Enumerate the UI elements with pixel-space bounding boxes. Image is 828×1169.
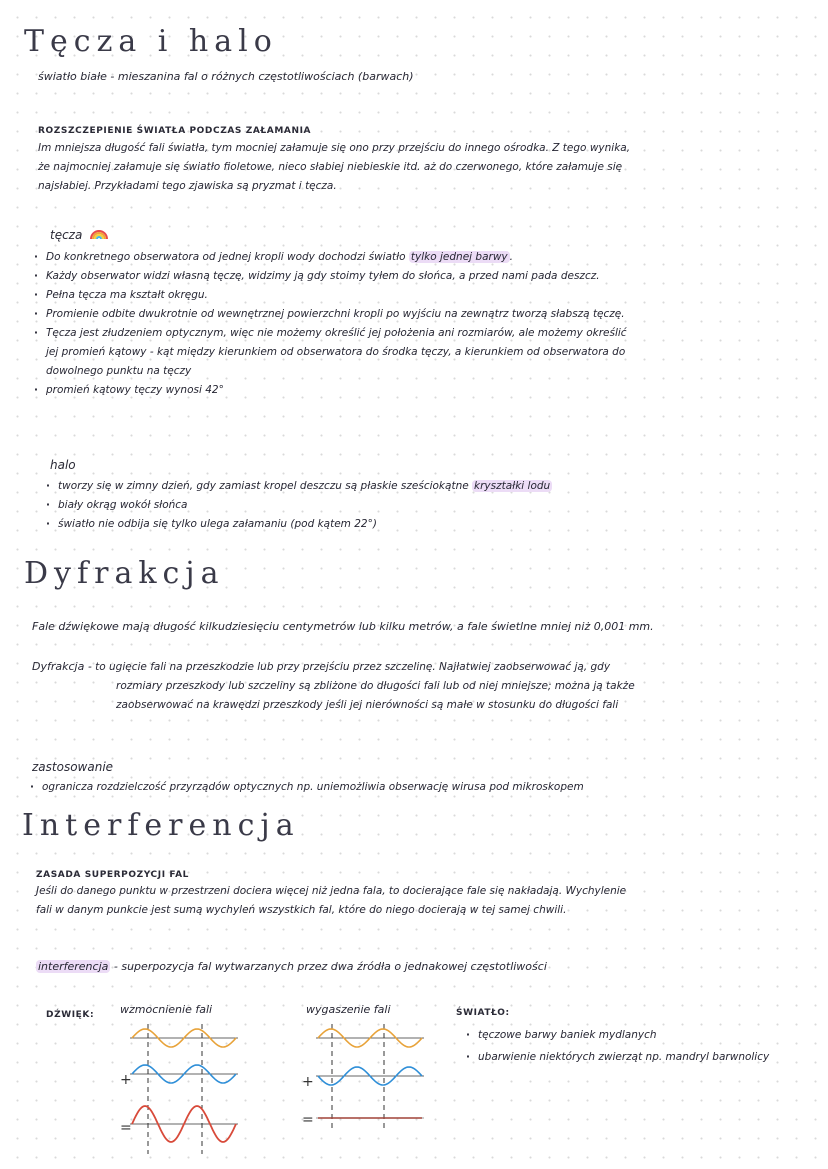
paragraph-line: fali w danym punkcie jest sumą wychyleń wszystkich fal, które do niego docierają w tej samej chwili. <box>36 904 567 916</box>
list-item-text: tworzy się w zimny dzień, gdy zamiast kropel deszczu są płaskie sześciokątne <box>58 480 473 492</box>
title-tecza-halo: Tęcza i halo <box>24 24 278 59</box>
intro-swiatlo-biale: światło białe - mieszanina fal o różnych częstotliwościach (barwach) <box>38 70 414 83</box>
list-item-text: tęczowe barwy baniek mydlanych <box>478 1029 657 1041</box>
list-item <box>30 778 584 797</box>
list-item <box>46 496 552 515</box>
paragraph-line: że najmocniej załamuje się światło fioletowe, nieco słabiej niebieskie itd. aż do czerwonego, które załamuje się <box>38 161 623 173</box>
title-dyfrakcja: Dyfrakcja <box>24 556 225 591</box>
heading-tecza-text: tęcza <box>50 228 83 242</box>
list-item-text: promień kątowy tęczy wynosi 42° <box>46 384 224 396</box>
list-item-text: Każdy obserwator widzi własną tęczę, widzimy ją gdy stoimy tyłem do słońca, a przed nami pada deszcz. <box>46 270 600 282</box>
heading-superpozycja: ZASADA SUPERPOZYCJI FAL <box>36 870 189 880</box>
list-item <box>46 515 552 534</box>
list-item <box>466 1024 769 1046</box>
title-interferencja: Interferencja <box>22 808 300 843</box>
term-interferencja: interferencja <box>38 960 109 973</box>
list-item-text: Do konkretnego obserwatora od jednej kropli wody dochodzi światło <box>46 251 409 263</box>
list-item <box>46 477 552 496</box>
label-wygaszenie: wygaszenie fali <box>306 1003 391 1016</box>
list-tecza <box>34 248 627 400</box>
diagram-wzmocnienie <box>110 1018 250 1158</box>
heading-zastosowanie: zastosowanie <box>32 760 114 774</box>
list-item-text: jej promień kątowy - kąt między kierunkiem od obserwatora do środka tęczy, a kierunkiem od obserwatora do <box>46 346 626 358</box>
definition-text: - superpozycja fal wytwarzanych przez dwa źródła o jednakowej częstotliwości <box>110 960 547 973</box>
paragraph-line: rozmiary przeszkody lub szczeliny są zbliżone do długości fali lub od niej mniejsze; można ją także <box>116 680 635 692</box>
equals-sign: = <box>302 1112 314 1128</box>
term-dyfrakcja: Dyfrakcja <box>32 660 85 673</box>
list-item <box>466 1046 769 1068</box>
list-item <box>34 343 627 362</box>
list-item-text: ogranicza rozdzielczość przyrządów optycznych np. uniemożliwia obserwację wirusa pod mikroskopem <box>42 781 584 793</box>
list-item-text: Promienie odbite dwukrotnie od wewnętrznej powierzchni kropli po wyjściu na zewnątrz tworzą słabszą tęczę. <box>46 308 625 320</box>
diagram-wygaszenie <box>296 1018 436 1138</box>
list-item-text: Tęcza jest złudzeniem optycznym, więc nie możemy określić jej położenia ani rozmiarów, ale możemy określić <box>46 327 627 339</box>
list-item <box>34 248 627 267</box>
paragraph-line: Im mniejsza długość fali światła, tym mocniej załamuje się ono przy przejściu do innego ośrodka. Z tego wynika, <box>38 142 631 154</box>
list-item <box>34 286 627 305</box>
heading-halo: halo <box>50 458 76 472</box>
list-item-text: dowolnego punktu na tęczy <box>46 365 192 377</box>
list-item-text: ubarwienie niektórych zwierząt np. mandryl barwnolicy <box>478 1051 770 1063</box>
plus-sign: + <box>120 1072 132 1088</box>
list-item <box>34 305 627 324</box>
list-item-text: biały okrąg wokół słońca <box>58 499 188 511</box>
list-item-text: Pełna tęcza ma kształt okręgu. <box>46 289 208 301</box>
paragraph-rozszczepienie <box>38 139 808 196</box>
plus-sign: + <box>302 1074 314 1090</box>
list-swiatlo <box>466 1024 769 1068</box>
rainbow-icon <box>89 228 109 240</box>
label-dzwiek: DŹWIĘK: <box>46 1010 95 1020</box>
paragraph-superpozycja <box>36 882 806 920</box>
intro-fale: Fale dźwiękowe mają długość kilkudziesięciu centymetrów lub kilku metrów, a fale świetlne mniej niż 0,001 mm. <box>32 620 654 633</box>
definition-interferencja <box>36 960 547 974</box>
highlight-tylko-jednej-barwy: tylko jednej barwy <box>410 251 508 263</box>
list-item <box>34 362 627 381</box>
list-item <box>34 381 627 400</box>
label-wzmocnienie: wzmocnienie fali <box>120 1003 213 1016</box>
list-item <box>34 324 627 343</box>
paragraph-line: Jeśli do danego punktu w przestrzeni dociera więcej niż jedna fala, to docierające fale się nakładają. Wychylenie <box>36 885 627 897</box>
list-zastosowanie <box>30 778 584 797</box>
label-swiatlo: ŚWIATŁO: <box>456 1008 510 1018</box>
heading-rozszczepienie: ROZSZCZEPIENIE ŚWIATŁA PODCZAS ZAŁAMANIA <box>38 126 312 136</box>
list-item-text: światło nie odbija się tylko ulega załamaniu (pod kątem 22°) <box>58 518 377 530</box>
definition-text <box>88 658 808 715</box>
highlight-krysztalki-lodu: kryształki lodu <box>474 480 551 492</box>
list-halo <box>46 477 552 534</box>
list-item-text: . <box>509 251 513 263</box>
paragraph-line: zaobserwować na krawędzi przeszkody jeśli jej nierówności są małe w stosunku do długości fali <box>116 699 619 711</box>
list-item <box>34 267 627 286</box>
paragraph-line: - to ugięcie fali na przeszkodzie lub przy przejściu przez szczelinę. Najłatwiej zaobserwować ją, gdy <box>88 661 611 673</box>
paragraph-line: najsłabiej. Przykładami tego zjawiska są pryzmat i tęcza. <box>38 180 337 192</box>
heading-tecza <box>50 228 109 242</box>
equals-sign: = <box>120 1120 132 1136</box>
